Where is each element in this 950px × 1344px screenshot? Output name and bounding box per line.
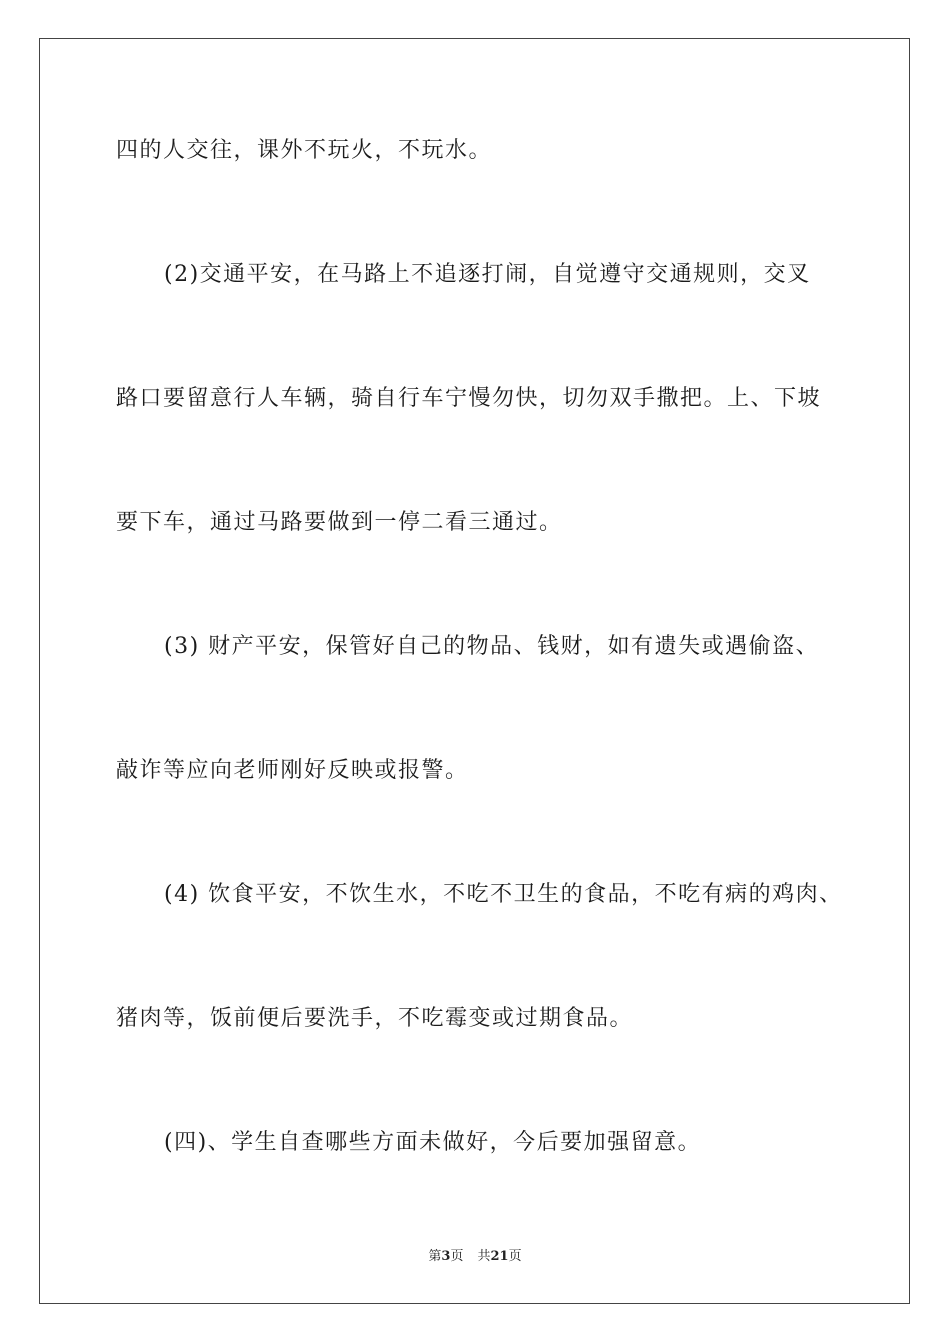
text-line-8: 猪肉等，饭前便后要洗手，不吃霉变或过期食品。 — [116, 1006, 634, 1031]
current-page-number: 3 — [441, 1249, 451, 1264]
text-line-7: (4) 饮食平安，不饮生水，不吃不卫生的食品，不吃有病的鸡肉、 — [164, 882, 843, 907]
page-footer — [0, 1248, 950, 1266]
text-line-6: 敲诈等应向老师刚好反映或报警。 — [116, 758, 469, 783]
page-suffix: 页 — [450, 1249, 464, 1264]
total-suffix: 页 — [508, 1249, 522, 1264]
total-prefix: 共 — [477, 1249, 491, 1264]
text-line-2: (2)交通平安，在马路上不追逐打闹，自觉遵守交通规则，交叉 — [164, 262, 811, 287]
text-line-9: (四)、学生自查哪些方面未做好，今后要加强留意。 — [164, 1130, 702, 1155]
page-border — [39, 38, 910, 1304]
text-line-3: 路口要留意行人车辆，骑自行车宁慢勿快，切勿双手撒把。上、下坡 — [116, 386, 822, 411]
text-line-4: 要下车，通过马路要做到一停二看三通过。 — [116, 510, 563, 535]
text-line-5: (3) 财产平安，保管好自己的物品、钱财，如有遗失或遇偷盗、 — [164, 634, 820, 659]
page-prefix: 第 — [428, 1249, 442, 1264]
text-line-1: 四的人交往，课外不玩火，不玩水。 — [116, 138, 493, 163]
total-page-number: 21 — [490, 1249, 509, 1264]
